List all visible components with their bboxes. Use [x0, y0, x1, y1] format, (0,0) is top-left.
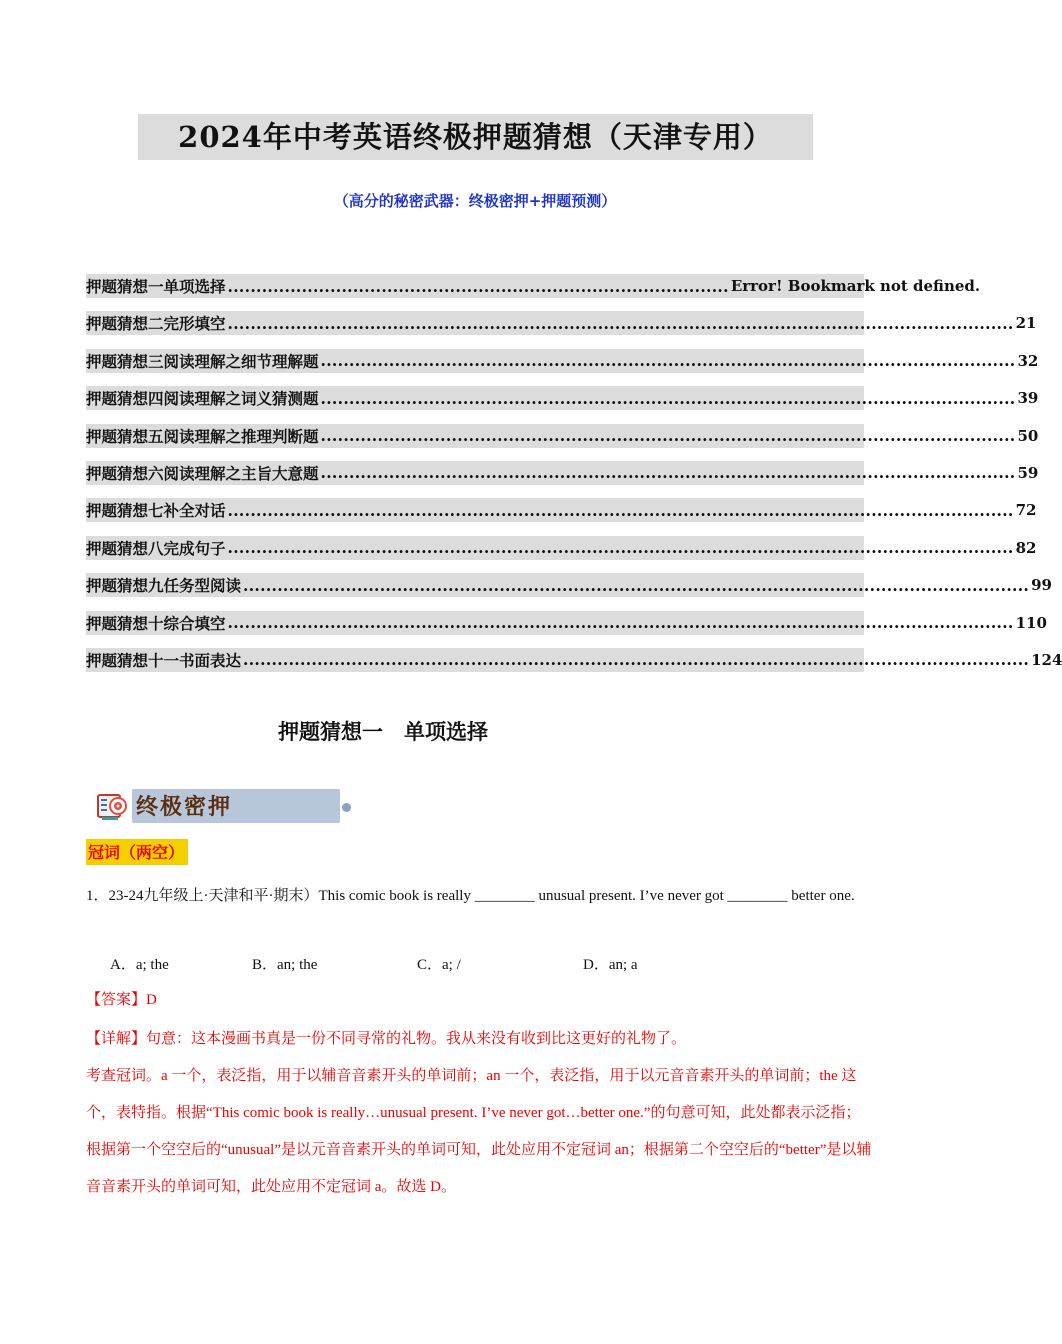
explanation-translation: 【详解】句意：这本漫画书真是一份不同寻常的礼物。我从来没有收到比这更好的礼物了。	[86, 1031, 687, 1047]
toc-topic: 阅读理解之词义猜测题	[163, 390, 319, 409]
category-label: 冠词（两空）	[86, 839, 188, 865]
toc-topic: 综合填空	[163, 614, 226, 633]
toc-row[interactable]	[86, 648, 1062, 672]
badge-text: 终极密押	[136, 794, 233, 820]
toc-page: 32	[1017, 351, 1039, 370]
toc-row[interactable]	[86, 424, 1039, 448]
toc-row[interactable]	[86, 349, 1039, 373]
toc-leader: ..........................................................................................................................	[320, 388, 1016, 408]
toc-label: 押题猜想八	[86, 539, 164, 558]
toc-topic: 阅读理解之主旨大意题	[163, 464, 319, 483]
toc-label: 押题猜想四	[86, 390, 164, 409]
toc-topic: 单项选择	[163, 278, 226, 296]
toc-leader: ..........................................................................................................................	[320, 463, 1016, 483]
option-a[interactable]: A．a; the	[110, 957, 169, 973]
toc-label: 押题猜想一	[86, 278, 164, 296]
target-board-icon	[96, 791, 130, 821]
toc-leader: ..........................................................................................................................	[320, 426, 1016, 446]
toc-row[interactable]	[86, 386, 1039, 410]
toc-row[interactable]	[86, 274, 981, 298]
option-d[interactable]: D．an; a	[583, 957, 638, 973]
section-title: 押题猜想一 单项选择	[278, 720, 488, 744]
toc-leader: ..........................................................................................................................................	[243, 650, 1030, 670]
toc-label: 押题猜想五	[86, 427, 164, 446]
toc-page: 50	[1017, 426, 1039, 445]
toc-row[interactable]	[86, 573, 1052, 597]
toc-row[interactable]	[86, 536, 1037, 560]
toc-page: 99	[1031, 576, 1052, 595]
toc-page: 21	[1015, 314, 1037, 333]
table-of-contents	[86, 274, 1062, 685]
section-badge	[94, 787, 264, 825]
toc-page: 124	[1031, 650, 1062, 669]
explanation-body: 考查冠词。a 一个，表泛指，用于以辅音音素开头的单词前；an 一个，表泛指，用于以元音音素开头的单词前；the 这个，表特指。根据“This comic book is really…unusual present. I’ve never got…better one.”的句意可知，此处都表示泛指；根据第一个空空后的“unusual”是以元音音素开头的单词可知，此处应用不定冠词 an；根据第二个空空后的“better”是以辅音音素开头的单词可知，此处应用不定冠词 a。故选 D。	[86, 1068, 872, 1195]
toc-label: 押题猜想七	[86, 502, 164, 521]
toc-label: 押题猜想二	[86, 315, 164, 334]
toc-page: 39	[1017, 389, 1039, 408]
toc-page: 110	[1015, 613, 1047, 632]
toc-leader: ..........................................................................................................................	[320, 351, 1016, 371]
document-title: 2024年中考英语终极押题猜想（天津专用）	[138, 114, 813, 160]
toc-row[interactable]	[86, 498, 1037, 522]
toc-topic: 书面表达	[179, 651, 242, 670]
toc-row[interactable]	[86, 461, 1039, 485]
toc-label: 押题猜想六	[86, 464, 164, 483]
toc-row[interactable]	[86, 311, 1037, 335]
toc-topic: 阅读理解之推理判断题	[163, 427, 319, 446]
toc-label: 押题猜想三	[86, 352, 164, 371]
toc-leader: ..........................................................................................................................................	[243, 575, 1030, 595]
toc-topic: 补全对话	[163, 502, 226, 521]
toc-leader: ..........................................................................................................................................	[227, 313, 1014, 333]
toc-page: 82	[1015, 538, 1037, 557]
answer: 【答案】D	[86, 992, 157, 1008]
option-c[interactable]: C．a; /	[417, 957, 461, 973]
toc-label: 押题猜想十	[86, 614, 164, 633]
explanation	[86, 1021, 872, 1206]
toc-leader: ..........................................................................................................................................	[227, 613, 1014, 633]
toc-topic: 任务型阅读	[163, 577, 242, 596]
badge-dot	[342, 803, 351, 812]
toc-page: 59	[1017, 463, 1039, 482]
option-b[interactable]: B．an; the	[252, 957, 318, 973]
toc-row[interactable]	[86, 611, 1047, 635]
toc-leader: ..........................................................................................................................................	[227, 500, 1014, 520]
toc-page: Error! Bookmark not defined.	[730, 277, 981, 295]
toc-label: 押题猜想十一	[86, 651, 180, 670]
toc-leader: ........................................................................................	[227, 276, 729, 296]
document-subtitle: （高分的秘密武器：终极密押+押题预测）	[333, 192, 617, 210]
toc-topic: 完成句子	[163, 539, 226, 558]
question-text: 1．23-24九年级上·天津和平·期末）This comic book is really ________ unusual present. I’ve never got ________ better one.	[86, 888, 855, 904]
toc-leader: ..........................................................................................................................................	[227, 538, 1014, 558]
toc-topic: 完形填空	[163, 315, 226, 334]
toc-label: 押题猜想九	[86, 577, 164, 596]
toc-topic: 阅读理解之细节理解题	[163, 352, 319, 371]
toc-page: 72	[1015, 501, 1037, 520]
